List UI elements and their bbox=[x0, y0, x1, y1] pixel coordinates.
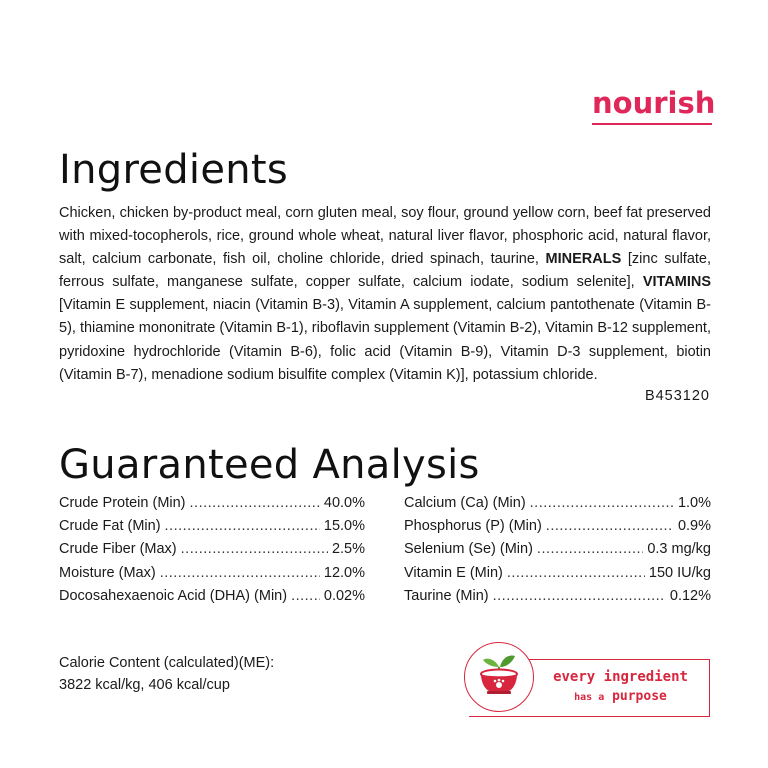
analysis-label: Vitamin E (Min) bbox=[404, 564, 503, 581]
analysis-label: Calcium (Ca) (Min) bbox=[404, 495, 526, 511]
dot-leader bbox=[546, 518, 674, 534]
dot-leader bbox=[190, 495, 320, 511]
analysis-row bbox=[404, 541, 711, 564]
analysis-label: Moisture (Max) bbox=[59, 564, 156, 581]
dot-leader bbox=[181, 541, 328, 557]
analysis-label: Selenium (Se) (Min) bbox=[404, 541, 533, 558]
analysis-label: Taurine (Min) bbox=[404, 587, 489, 604]
analysis-label: Docosahexaenoic Acid (DHA) (Min) bbox=[59, 587, 288, 604]
calorie-content bbox=[59, 652, 274, 696]
badge-line-2-small: has a bbox=[574, 692, 605, 703]
badge-line-2-big: purpose bbox=[612, 689, 667, 704]
analysis-value: 150 IU/kg bbox=[648, 564, 711, 581]
product-code: B453120 bbox=[644, 388, 710, 404]
ingredients-part-1: Chicken, chicken by-product meal, corn gluten meal, soy flour, ground yellow corn, beef fat preserved with mixed-tocopherols, rice, ground whole wheat, natural liver flavor, phosphoric acid, natural flavor, salt, calcium carbonate, fish oil, choline chloride, dried spinach, taurine, bbox=[59, 205, 711, 268]
analysis-value: 12.0% bbox=[323, 564, 365, 581]
analysis-value: 15.0% bbox=[323, 518, 365, 535]
analysis-row bbox=[404, 565, 711, 588]
analysis-row bbox=[59, 541, 365, 564]
brand-logo: nourish bbox=[592, 86, 712, 125]
analysis-left-column bbox=[59, 495, 365, 611]
calorie-label: Calorie Content (calculated)(ME): bbox=[59, 655, 275, 671]
ingredients-text bbox=[59, 202, 711, 387]
analysis-value: 0.02% bbox=[323, 587, 365, 604]
dot-leader bbox=[537, 541, 643, 557]
analysis-right-column bbox=[404, 495, 711, 611]
ingredients-part-2: [zinc sulfate, ferrous sulfate, manganese sulfate, copper sulfate, calcium iodate, sodium selenite], bbox=[59, 251, 712, 291]
analysis-row bbox=[59, 518, 365, 541]
analysis-row bbox=[404, 518, 711, 541]
analysis-value: 0.9% bbox=[677, 518, 711, 535]
dot-leader bbox=[493, 588, 666, 604]
dot-leader bbox=[165, 518, 320, 534]
analysis-label: Crude Fat (Min) bbox=[59, 518, 161, 535]
dot-leader bbox=[291, 588, 320, 604]
analysis-value: 1.0% bbox=[677, 495, 711, 511]
analysis-row bbox=[59, 495, 365, 518]
analysis-value: 0.12% bbox=[669, 587, 711, 604]
purpose-badge bbox=[469, 659, 710, 717]
vitamins-label: VITAMINS bbox=[642, 274, 712, 291]
analysis-row bbox=[59, 588, 365, 611]
analysis-value: 0.3 mg/kg bbox=[647, 541, 711, 558]
analysis-row bbox=[404, 588, 711, 611]
analysis-value: 2.5% bbox=[331, 541, 365, 558]
dot-leader bbox=[530, 495, 674, 511]
guaranteed-analysis-title: Guaranteed Analysis bbox=[59, 442, 480, 488]
analysis-label: Crude Protein (Min) bbox=[59, 495, 186, 511]
calorie-value: 3822 kcal/kg, 406 kcal/cup bbox=[59, 677, 230, 693]
analysis-row bbox=[404, 495, 711, 518]
analysis-label: Crude Fiber (Max) bbox=[59, 541, 177, 558]
badge-text bbox=[543, 667, 698, 707]
badge-line-1: every ingredient bbox=[553, 669, 688, 685]
dot-leader bbox=[160, 565, 320, 581]
ingredients-title: Ingredients bbox=[59, 147, 289, 193]
dot-leader bbox=[507, 565, 645, 581]
analysis-row bbox=[59, 565, 365, 588]
minerals-label: MINERALS bbox=[545, 251, 622, 268]
pet-bowl-icon bbox=[464, 642, 534, 712]
analysis-label: Phosphorus (P) (Min) bbox=[404, 518, 542, 535]
ingredients-part-3: [Vitamin E supplement, niacin (Vitamin B-3), Vitamin A supplement, calcium pantothenate (Vitamin B-5), thiamine mononitrate (Vitamin B-1), riboflavin supplement (Vitamin B-2), Vitamin B-12 supplement, pyridoxine hydrochloride (Vitamin B-6), folic acid (Vitamin B-9), Vitamin D-3 supplement, biotin (Vitamin B-7), menadione sodium bisulfite complex (Vitamin K)], potassium chloride. bbox=[59, 297, 711, 383]
analysis-value: 40.0% bbox=[323, 495, 365, 511]
badge-line-2 bbox=[543, 687, 698, 707]
